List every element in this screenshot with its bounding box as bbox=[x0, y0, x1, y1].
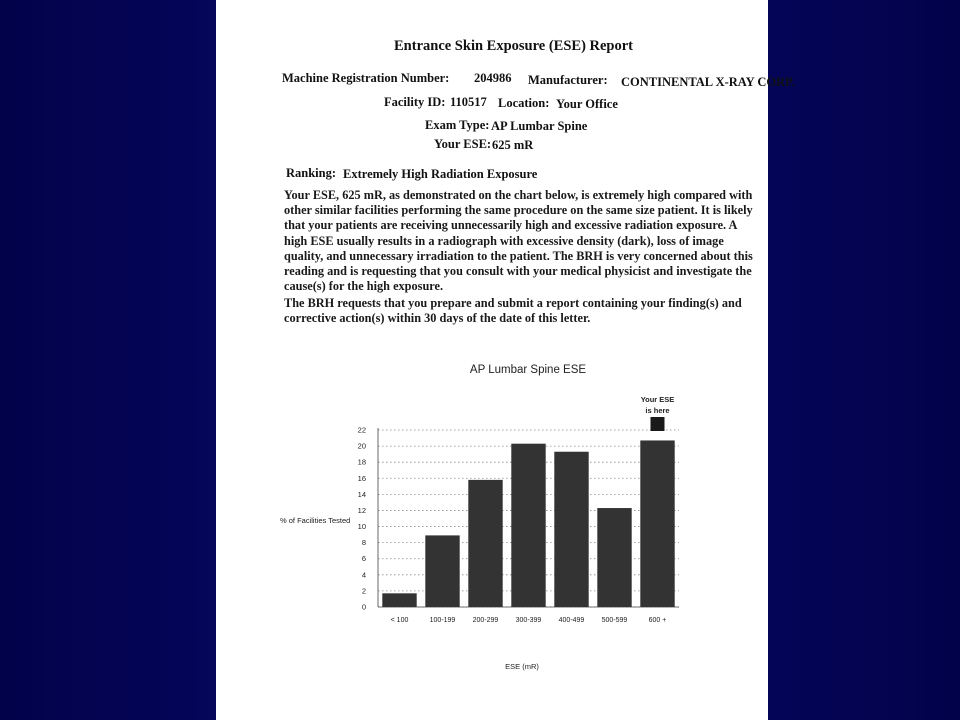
report-title: Entrance Skin Exposure (ESE) Report bbox=[394, 38, 634, 54]
annotation-marker bbox=[651, 417, 665, 431]
y-tick-label: 14 bbox=[357, 489, 366, 499]
bar-4 bbox=[554, 452, 588, 607]
x-tick-label: 100-199 bbox=[429, 617, 456, 624]
x-tick-label: 600 + bbox=[648, 617, 667, 624]
x-tick-label: 400-499 bbox=[558, 617, 585, 624]
machine-reg-value: 204986 bbox=[474, 71, 512, 85]
ranking-value: Extremely High Radiation Exposure bbox=[343, 167, 538, 181]
y-tick-label: 16 bbox=[357, 473, 366, 483]
manufacturer-label: Manufacturer: bbox=[528, 73, 608, 87]
y-tick-label: 22 bbox=[357, 425, 366, 435]
y-tick-label: 10 bbox=[357, 522, 366, 532]
bar-1 bbox=[425, 535, 459, 607]
x-tick-label: 200-299 bbox=[472, 617, 499, 624]
y-tick-label: 4 bbox=[361, 570, 366, 580]
machine-reg-label: Machine Registration Number: bbox=[282, 71, 450, 85]
x-tick-labels bbox=[391, 617, 667, 624]
y-tick-label: 18 bbox=[357, 457, 366, 467]
bar-2 bbox=[468, 480, 502, 607]
paragraph-request: The BRH requests that you prepare and submit a report containing your finding(s) and corrective action(s) within 30 days of the date of this letter. bbox=[284, 296, 742, 326]
x-tick-label: 500-599 bbox=[601, 617, 628, 624]
y-tick-label: 6 bbox=[361, 554, 366, 564]
facility-value: 110517 bbox=[450, 95, 487, 109]
y-tick-label: 0 bbox=[361, 602, 366, 612]
y-tick-labels bbox=[358, 426, 366, 612]
ranking-label: Ranking: bbox=[286, 166, 337, 180]
x-tick-label: < 100 bbox=[390, 617, 409, 624]
y-axis-label: % of Facilities Tested bbox=[280, 516, 351, 525]
location-value: Your Office bbox=[556, 97, 618, 111]
report-page bbox=[216, 0, 795, 720]
y-tick-label: 12 bbox=[357, 505, 366, 515]
x-axis-label: ESE (mR) bbox=[505, 662, 539, 671]
paragraph-findings: Your ESE, 625 mR, as demonstrated on the chart below, is extremely high compared with other similar facilities performing the same procedure on the same size patient. It is likely that your patients are receiving unnecessarily high and excessive radiation exposure. A high ESE usually results in a radiograph with excessive density (dark), loss of image quality, and unnecessary irradiation to the patient. The BRH is very concerned about this reading and is requesting that you consult with your medical physicist and investigate the cause(s) for the high exposure. bbox=[284, 188, 753, 294]
exam-type-value: AP Lumbar Spine bbox=[491, 119, 588, 133]
annotation-line-1: Your ESE bbox=[640, 395, 675, 404]
annotation-line-2: is here bbox=[645, 406, 670, 415]
y-tick-label: 20 bbox=[357, 441, 366, 451]
bar-5 bbox=[597, 508, 631, 607]
x-tick-label: 300-399 bbox=[515, 617, 542, 624]
ese-bar-chart bbox=[216, 0, 768, 720]
bar-6 bbox=[640, 440, 674, 607]
manufacturer-value: CONTINENTAL X-RAY CORP. bbox=[621, 75, 795, 89]
ese-value: 625 mR bbox=[492, 138, 534, 152]
y-tick-label: 2 bbox=[361, 586, 366, 596]
bars bbox=[382, 440, 674, 607]
bar-3 bbox=[511, 444, 545, 607]
your-ese-annotation bbox=[641, 395, 675, 431]
chart-title: AP Lumbar Spine ESE bbox=[469, 364, 587, 376]
exam-type-label: Exam Type: bbox=[425, 118, 490, 132]
ese-label: Your ESE: bbox=[434, 137, 492, 151]
y-tick-label: 8 bbox=[361, 538, 366, 548]
facility-label: Facility ID: bbox=[384, 95, 446, 109]
location-label: Location: bbox=[498, 96, 550, 110]
bar-0 bbox=[382, 593, 416, 607]
